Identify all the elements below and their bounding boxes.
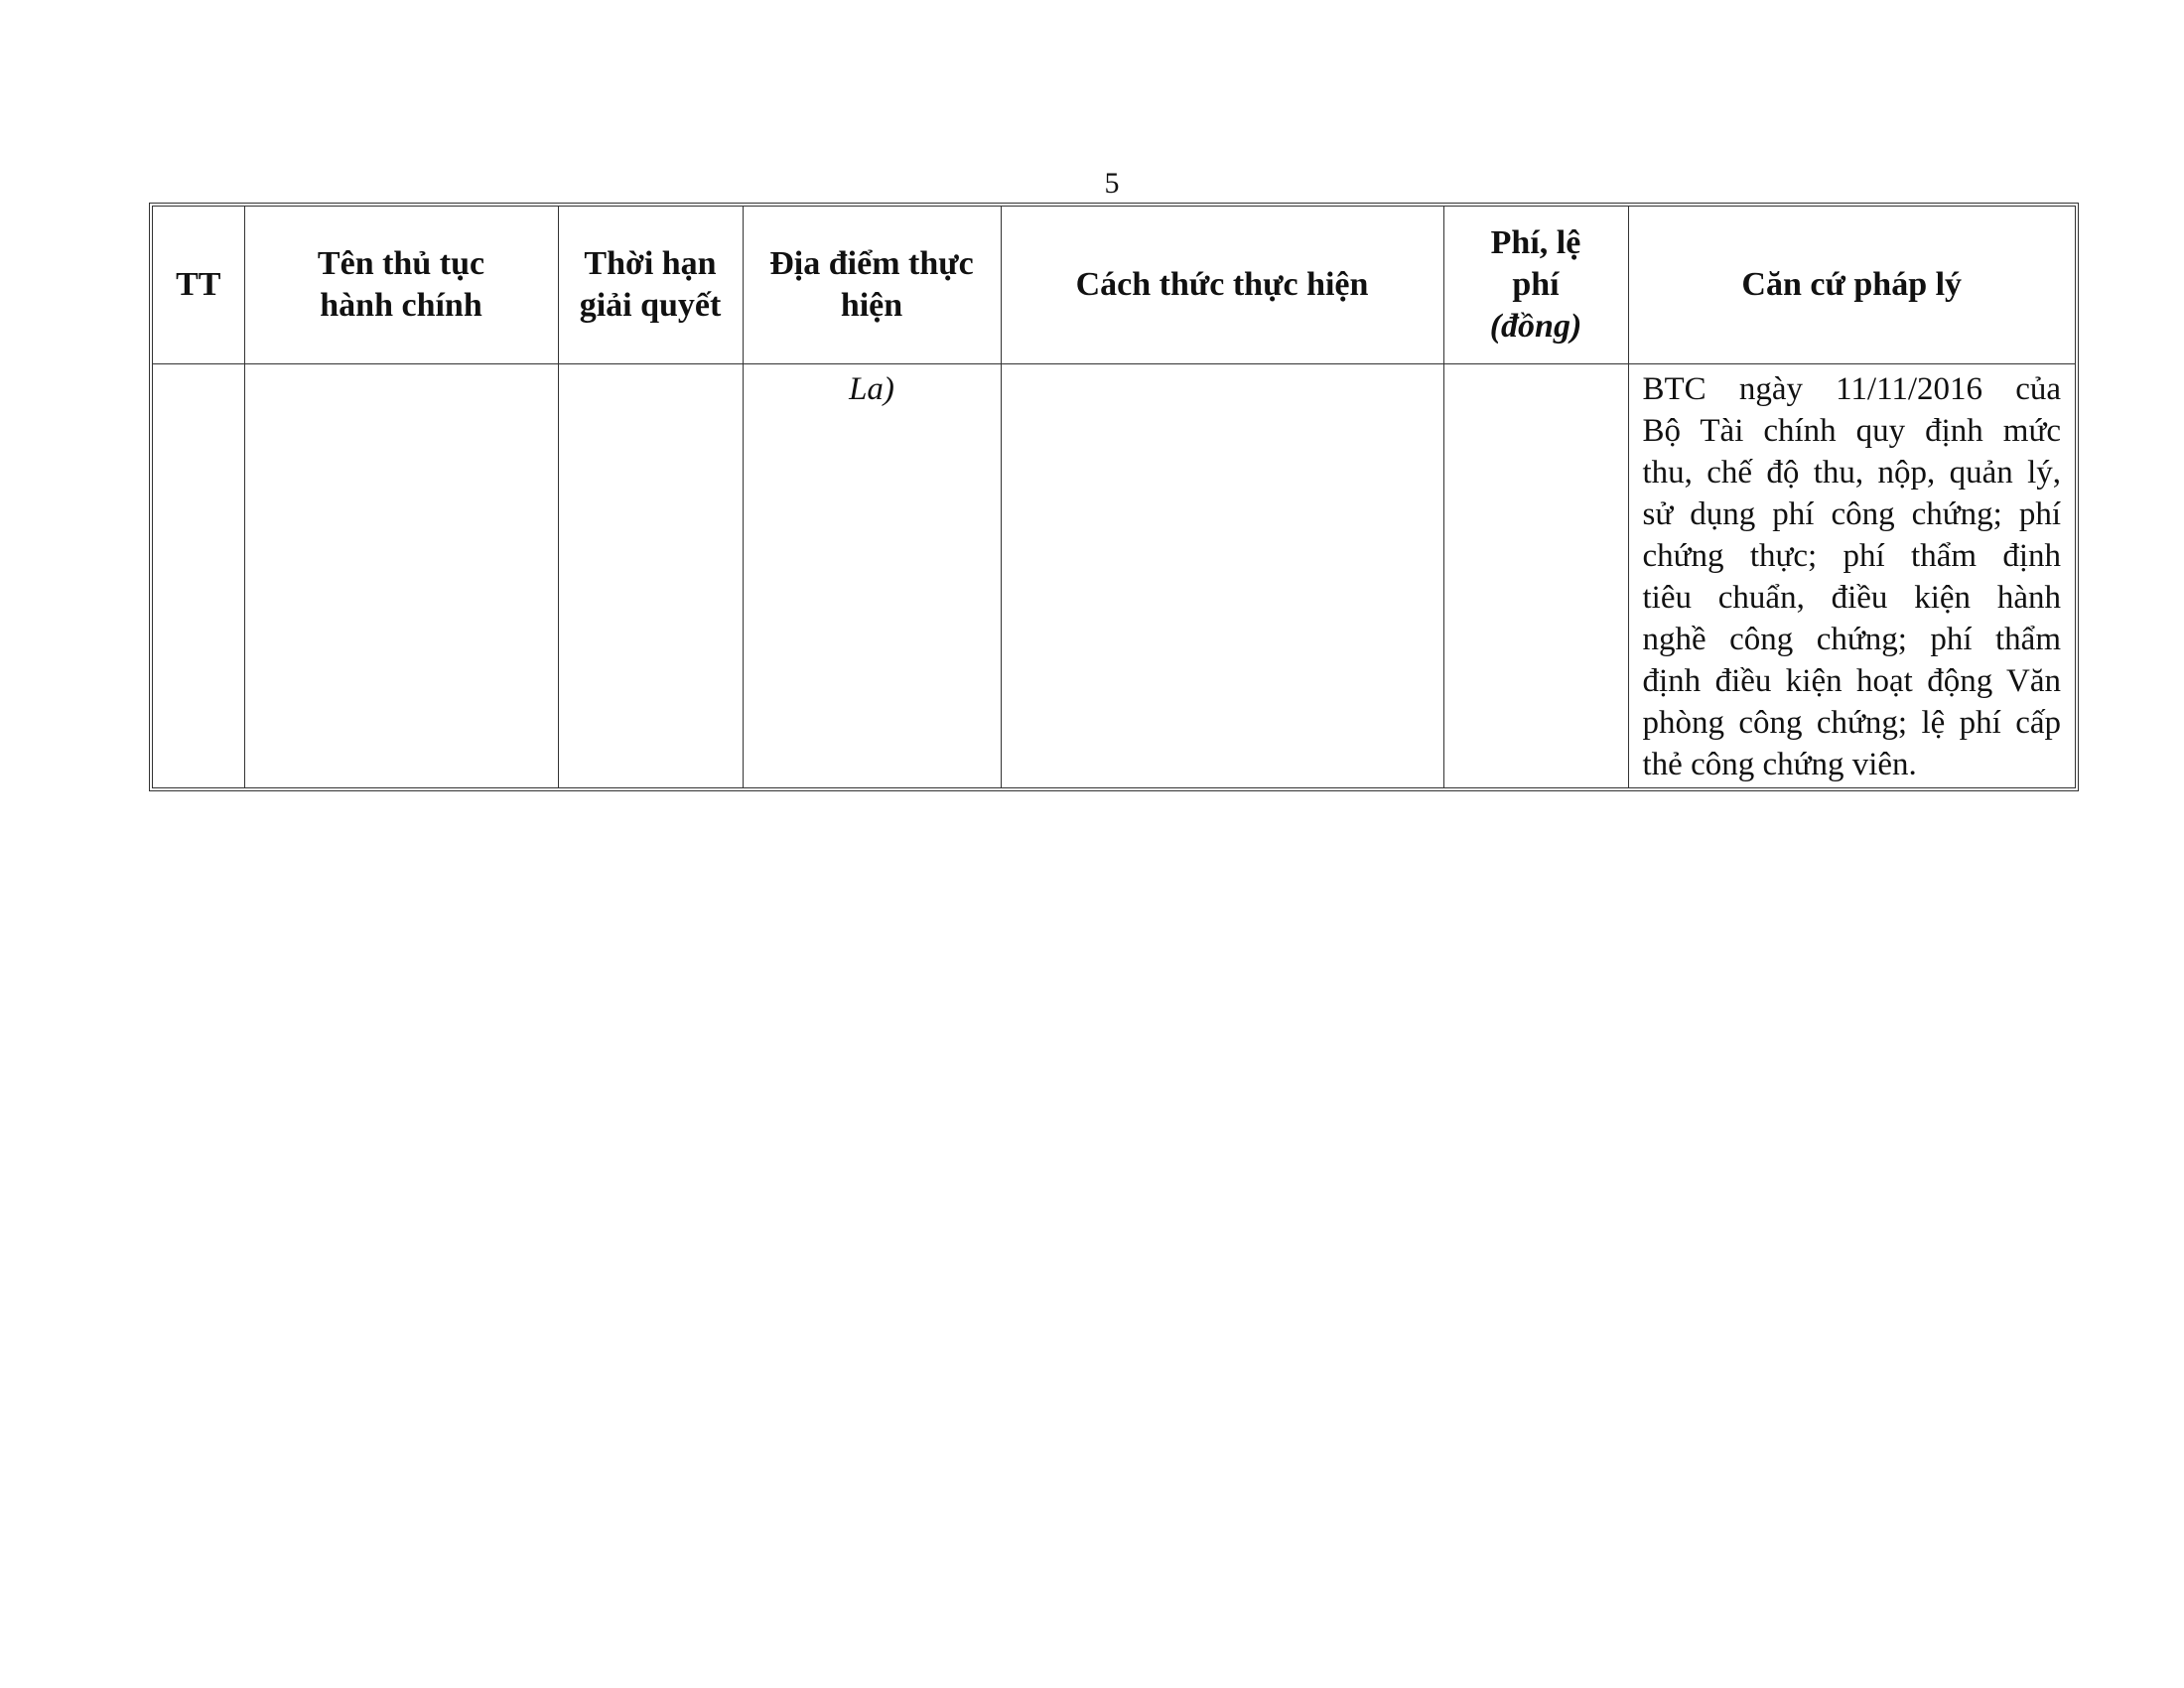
legal-basis-line: chứng thực; phí thẩm định <box>1642 538 2061 574</box>
legal-basis-line: thẻ công chứng viên. <box>1642 747 1917 782</box>
legal-basis-line: nghề công chứng; phí thẩm <box>1642 622 2061 657</box>
cell-location: La) <box>743 364 1001 788</box>
cell-procedure-name <box>244 364 558 788</box>
legal-basis-line: tiêu chuẩn, điều kiện hành <box>1642 580 2061 616</box>
table-row <box>153 364 2075 788</box>
header-fee: Phí, lệ phí (đồng) <box>1443 207 1628 364</box>
cell-deadline <box>558 364 743 788</box>
header-tt: TT <box>153 207 244 364</box>
header-method: Cách thức thực hiện <box>1001 207 1443 364</box>
procedure-table <box>149 203 2079 791</box>
header-deadline: Thời hạn giải quyết <box>558 207 743 364</box>
cell-fee <box>1443 364 1628 788</box>
table-header-row <box>153 207 2075 364</box>
header-procedure-name: Tên thủ tục hành chính <box>244 207 558 364</box>
cell-method <box>1001 364 1443 788</box>
legal-basis-line: phòng công chứng; lệ phí cấp <box>1642 705 2061 741</box>
legal-basis-line: sử dụng phí công chứng; phí <box>1642 496 2061 532</box>
legal-basis-line: Bộ Tài chính quy định mức <box>1642 413 2061 449</box>
legal-basis-line: BTC ngày 11/11/2016 của <box>1642 371 2061 407</box>
cell-tt <box>153 364 244 788</box>
page-number: 5 <box>1104 167 1120 200</box>
legal-basis-line: thu, chế độ thu, nộp, quản lý, <box>1642 455 2061 491</box>
cell-legal-basis <box>1628 364 2075 788</box>
header-location: Địa điểm thực hiện <box>743 207 1001 364</box>
legal-basis-line: định điều kiện hoạt động Văn <box>1642 663 2061 699</box>
header-legal-basis: Căn cứ pháp lý <box>1628 207 2075 364</box>
